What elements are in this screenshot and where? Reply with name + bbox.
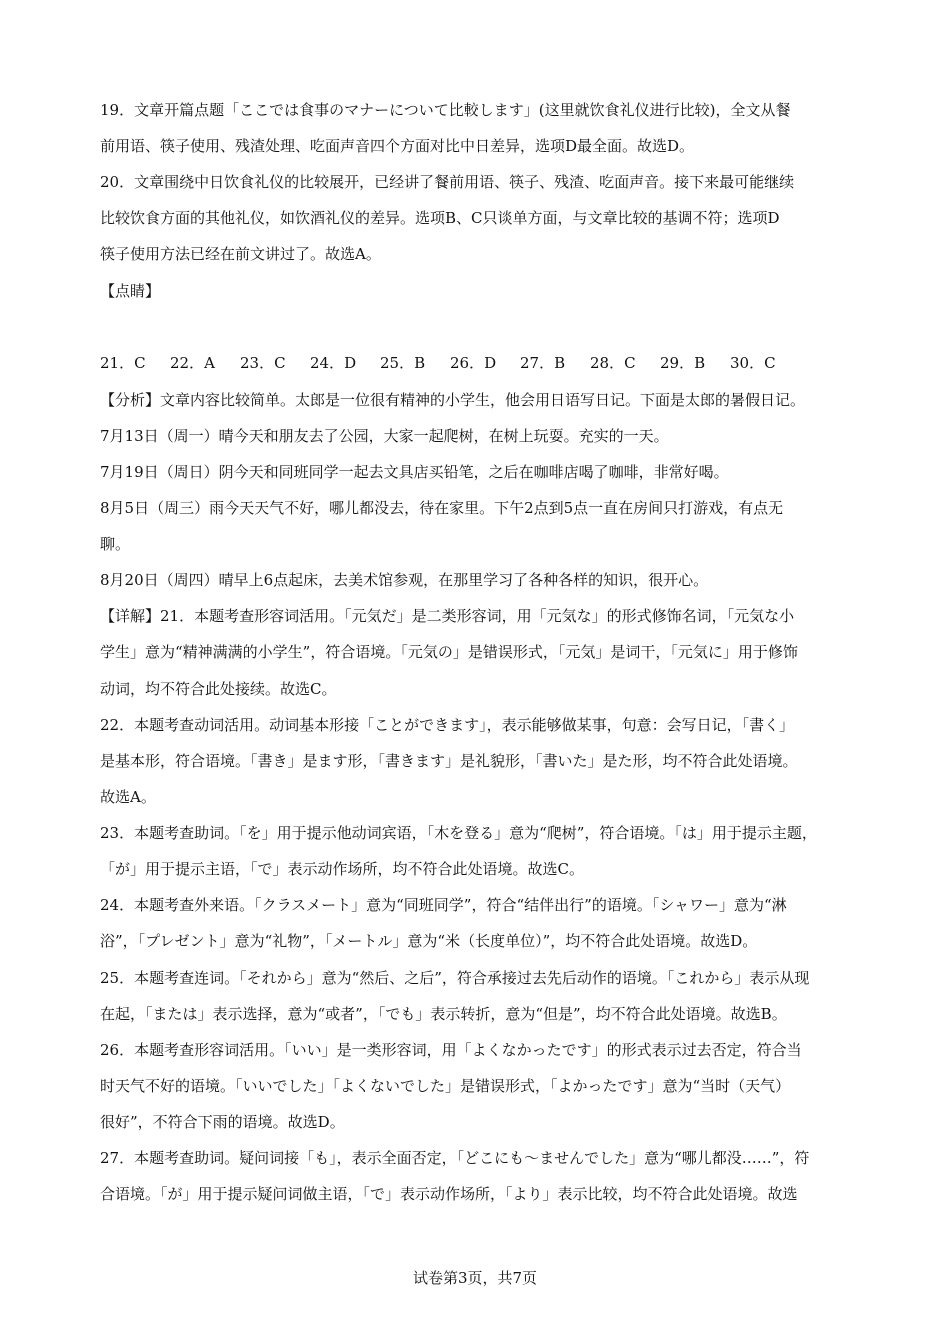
section-heading-dianjing: 【点睛】 — [100, 282, 161, 300]
text-line: 20．文章围绕中日饮食礼仪的比较展开，已经讲了餐前用语、筷子、残渣、吃面声音。接下来最可能继续 — [100, 173, 795, 191]
diary-entry: 7月19日（周日）阴今天和同班同学一起去文具店买铅笔，之后在咖啡店喝了咖啡，非常好喝。 — [100, 463, 729, 481]
answer-item: 21．C — [100, 354, 146, 372]
text-line: 合语境。「が」用于提示疑问词做主语，「で」表示动作场所，「より」表示比较，均不符合此处语境。故选 — [100, 1185, 798, 1203]
text-line: 前用语、筷子使用、残渣处理、吃面声音四个方面对比中日差异，选项D最全面。故选D。 — [100, 137, 695, 155]
text-line: 26．本题考查形容词活用。「いい」是一类形容词，用「よくなかったです」的形式表示过去否定，符合当 — [100, 1041, 802, 1059]
text-line: 25．本题考查连词。「それから」意为“然后、之后”，符合承接过去先后动作的语境。「これから」表示从现 — [100, 969, 810, 987]
text-line: 24．本题考查外来语。「クラスメート」意为“同班同学”，符合“结伴出行”的语境。「シャワー」意为“淋 — [100, 896, 787, 914]
answer-item: 28．C — [590, 354, 636, 372]
diary-entry: 聊。 — [100, 535, 131, 553]
answer-item: 26．D — [450, 354, 497, 372]
answer-item: 22．A — [170, 354, 215, 372]
text-line: 时天气不好的语境。「いいでした」「よくないでした」是错误形式，「よかったです」意为“当时（天气） — [100, 1077, 791, 1095]
answer-key-row — [100, 352, 860, 374]
answer-item: 24．D — [310, 354, 357, 372]
text-line: 27．本题考查助词。疑问词接「も」，表示全面否定，「どこにも～ませんでした」意为“哪儿都没……”，符 — [100, 1149, 810, 1167]
answer-item: 27．B — [520, 354, 566, 372]
analysis-paragraph: 【分析】文章内容比较简单。太郎是一位很有精神的小学生，他会用日语写日记。下面是太郎的暑假日记。 — [100, 391, 806, 409]
answer-item: 30．C — [730, 354, 776, 372]
answer-item: 25．B — [380, 354, 426, 372]
answer-item: 29．B — [660, 354, 706, 372]
text-line: 22．本题考查动词活用。动词基本形接「ことができます」，表示能够做某事，句意：会写日记，「書く」 — [100, 716, 795, 734]
detail-paragraph: 【详解】21．本题考查形容词活用。「元気だ」是二类形容词，用「元気な」的形式修饰名词，「元気な小 — [100, 607, 795, 625]
diary-entry: 7月13日（周一）晴今天和朋友去了公园，大家一起爬树，在树上玩耍。充实的一天。 — [100, 427, 669, 445]
text-line: 「が」用于提示主语，「で」表示动作场所，均不符合此处语境。故选C。 — [100, 860, 584, 878]
diary-entry: 8月20日（周四）晴早上6点起床，去美术馆参观，在那里学习了各种各样的知识，很开心。 — [100, 571, 709, 589]
text-line: 很好”，不符合下雨的语境。故选D。 — [100, 1113, 345, 1131]
text-line: 是基本形，符合语境。「書き」是ます形，「書きます」是礼貌形，「書いた」是た形，均不符合此处语境。 — [100, 752, 798, 770]
page-footer: 试卷第3页，共7页 — [412, 1269, 538, 1287]
text-line: 浴”，「プレゼント」意为“礼物”，「メートル」意为“米（长度单位）”，均不符合此处语境。故选D。 — [100, 932, 758, 950]
text-line: 筷子使用方法已经在前文讲过了。故选A。 — [100, 245, 381, 263]
text-line: 故选A。 — [100, 788, 156, 806]
answer-item: 23．C — [240, 354, 286, 372]
text-line: 学生」意为“精神满满的小学生”，符合语境。「元気の」是错误形式，「元気」是词干，「元気に」用于修饰 — [100, 643, 798, 661]
text-line: 23．本题考查助词。「を」用于提示他动词宾语，「木を登る」意为“爬树”，符合语境。「は」用于提示主题， — [100, 824, 817, 842]
diary-entry: 8月5日（周三）雨今天天气不好，哪儿都没去，待在家里。下午2点到5点一直在房间只打游戏，有点无 — [100, 499, 784, 517]
text-line: 动词，均不符合此处接续。故选C。 — [100, 680, 337, 698]
text-line: 在起，「または」表示选择，意为“或者”，「でも」表示转折，意为“但是”，均不符合此处语境。故选B。 — [100, 1005, 787, 1023]
text-line: 19．文章开篇点题「ここでは食事のマナーについて比較します」(这里就饮食礼仪进行比较)，全文从餐 — [100, 101, 791, 119]
text-line: 比较饮食方面的其他礼仪，如饮酒礼仪的差异。选项B、C只谈单方面，与文章比较的基调不符；选项D — [100, 209, 780, 227]
